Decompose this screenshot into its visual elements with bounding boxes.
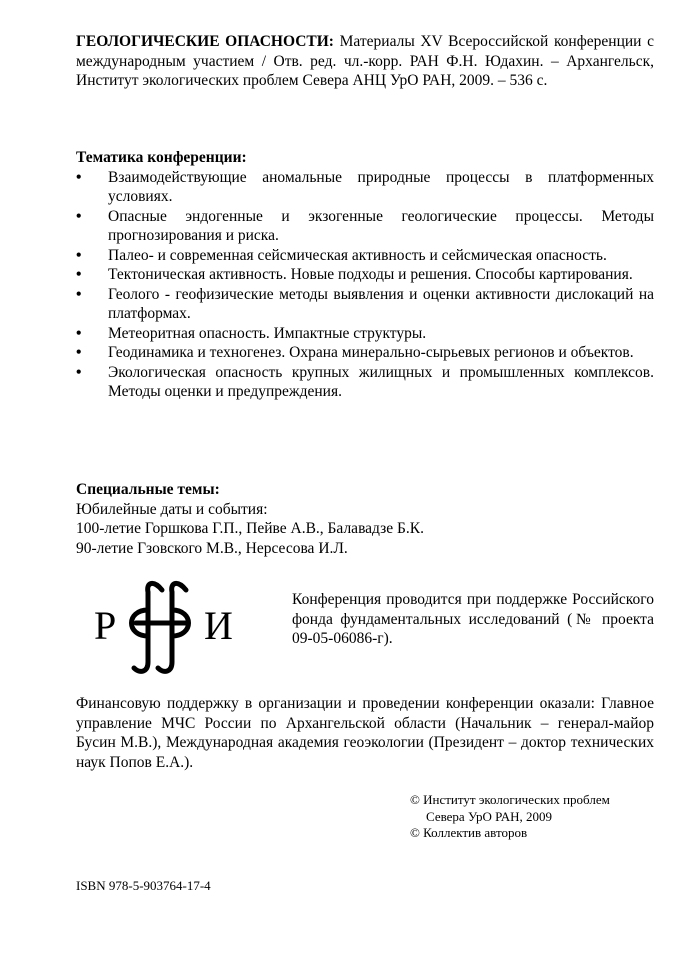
copyright-block xyxy=(410,792,660,842)
topic-text: Метеоритная опасность. Импактные структуры. xyxy=(108,324,427,342)
topic-text: Экологическая опасность крупных жилищных и промышленных комплексов. Методы оценки и предупреждения. xyxy=(108,363,654,400)
topic-item xyxy=(76,343,654,363)
special-topics-heading: Специальные темы: xyxy=(76,481,220,498)
bullet-icon: • xyxy=(76,266,82,283)
topic-item xyxy=(76,285,654,324)
bullet-icon: • xyxy=(76,363,82,381)
topic-item xyxy=(76,265,654,285)
bullet-icon: • xyxy=(76,168,82,186)
topic-item xyxy=(76,168,654,207)
bullet-icon: • xyxy=(76,344,82,361)
topic-text: Взаимодействующие аномальные природные процессы в платформенных условиях. xyxy=(108,168,654,205)
copyright-line: © Коллектив авторов xyxy=(410,825,528,840)
topic-item xyxy=(76,363,654,402)
topic-item xyxy=(76,207,654,246)
topic-item xyxy=(76,324,654,344)
copyright-line: © Институт экологических проблем xyxy=(410,792,610,807)
special-topics-line: 90-летие Гзовского М.В., Нерсесова И.Л. xyxy=(76,539,348,557)
topic-text: Геодинамика и техногенез. Охрана минерально-сырьевых регионов и объектов. xyxy=(108,344,634,361)
bullet-icon: • xyxy=(76,324,82,342)
isbn-number: ISBN 978-5-903764-17-4 xyxy=(76,878,211,893)
topic-item xyxy=(76,246,654,266)
funding-paragraph: Финансовую поддержку в организации и проведении конференции оказали: Главное управление МЧС России по Архангельской области (Начальник – генерал-майор Бусин М.В.), Международная академия геоэкологии (Президент – доктор технических наук Попов Е.А.). xyxy=(76,695,654,771)
rffi-support-text: Конференция проводится при поддержке Российского фонда фундаментальных исследований (№ проекта 09-05-06086-г). xyxy=(292,591,654,647)
special-topics-line: Юбилейные даты и события: xyxy=(76,500,268,518)
bullet-icon: • xyxy=(76,246,82,264)
topic-text: Геолого - геофизические методы выявления и оценки активности дислокаций на платформах. xyxy=(108,285,654,322)
conference-topics-section xyxy=(76,148,654,402)
bibliographic-details: Материалы XV Всероссийской конференции с международным участием / Отв. ред. чл.-корр. РАН Ф.Н. Юдахин. – Архангельск, Институт экологических проблем Севера АНЦ УрО РАН, 2009. – 536 с. xyxy=(76,33,654,89)
bullet-icon: • xyxy=(76,207,82,225)
special-topics-section xyxy=(76,480,654,558)
logo-letter-i: И xyxy=(204,603,233,648)
bibliographic-record xyxy=(76,32,654,91)
topic-text: Опасные эндогенные и экзогенные геологические процессы. Методы прогнозирования и риска. xyxy=(108,207,654,244)
topic-text: Тектоническая активность. Новые подходы и решения. Способы картирования. xyxy=(108,266,633,283)
rffi-logo-icon xyxy=(92,576,242,678)
conference-topics-heading: Тематика конференции: xyxy=(76,149,247,166)
topic-text: Палео- и современная сейсмическая активность и сейсмическая опасность. xyxy=(108,246,607,264)
book-title: ГЕОЛОГИЧЕСКИЕ ОПАСНОСТИ: xyxy=(76,33,334,50)
bullet-icon: • xyxy=(76,285,82,303)
logo-letter-r: Р xyxy=(94,603,117,648)
conference-topics-list xyxy=(76,168,654,402)
copyright-line: Севера УрО РАН, 2009 xyxy=(426,808,552,824)
special-topics-line: 100-летие Горшкова Г.П., Пейве А.В., Балавадзе Б.К. xyxy=(76,520,425,537)
